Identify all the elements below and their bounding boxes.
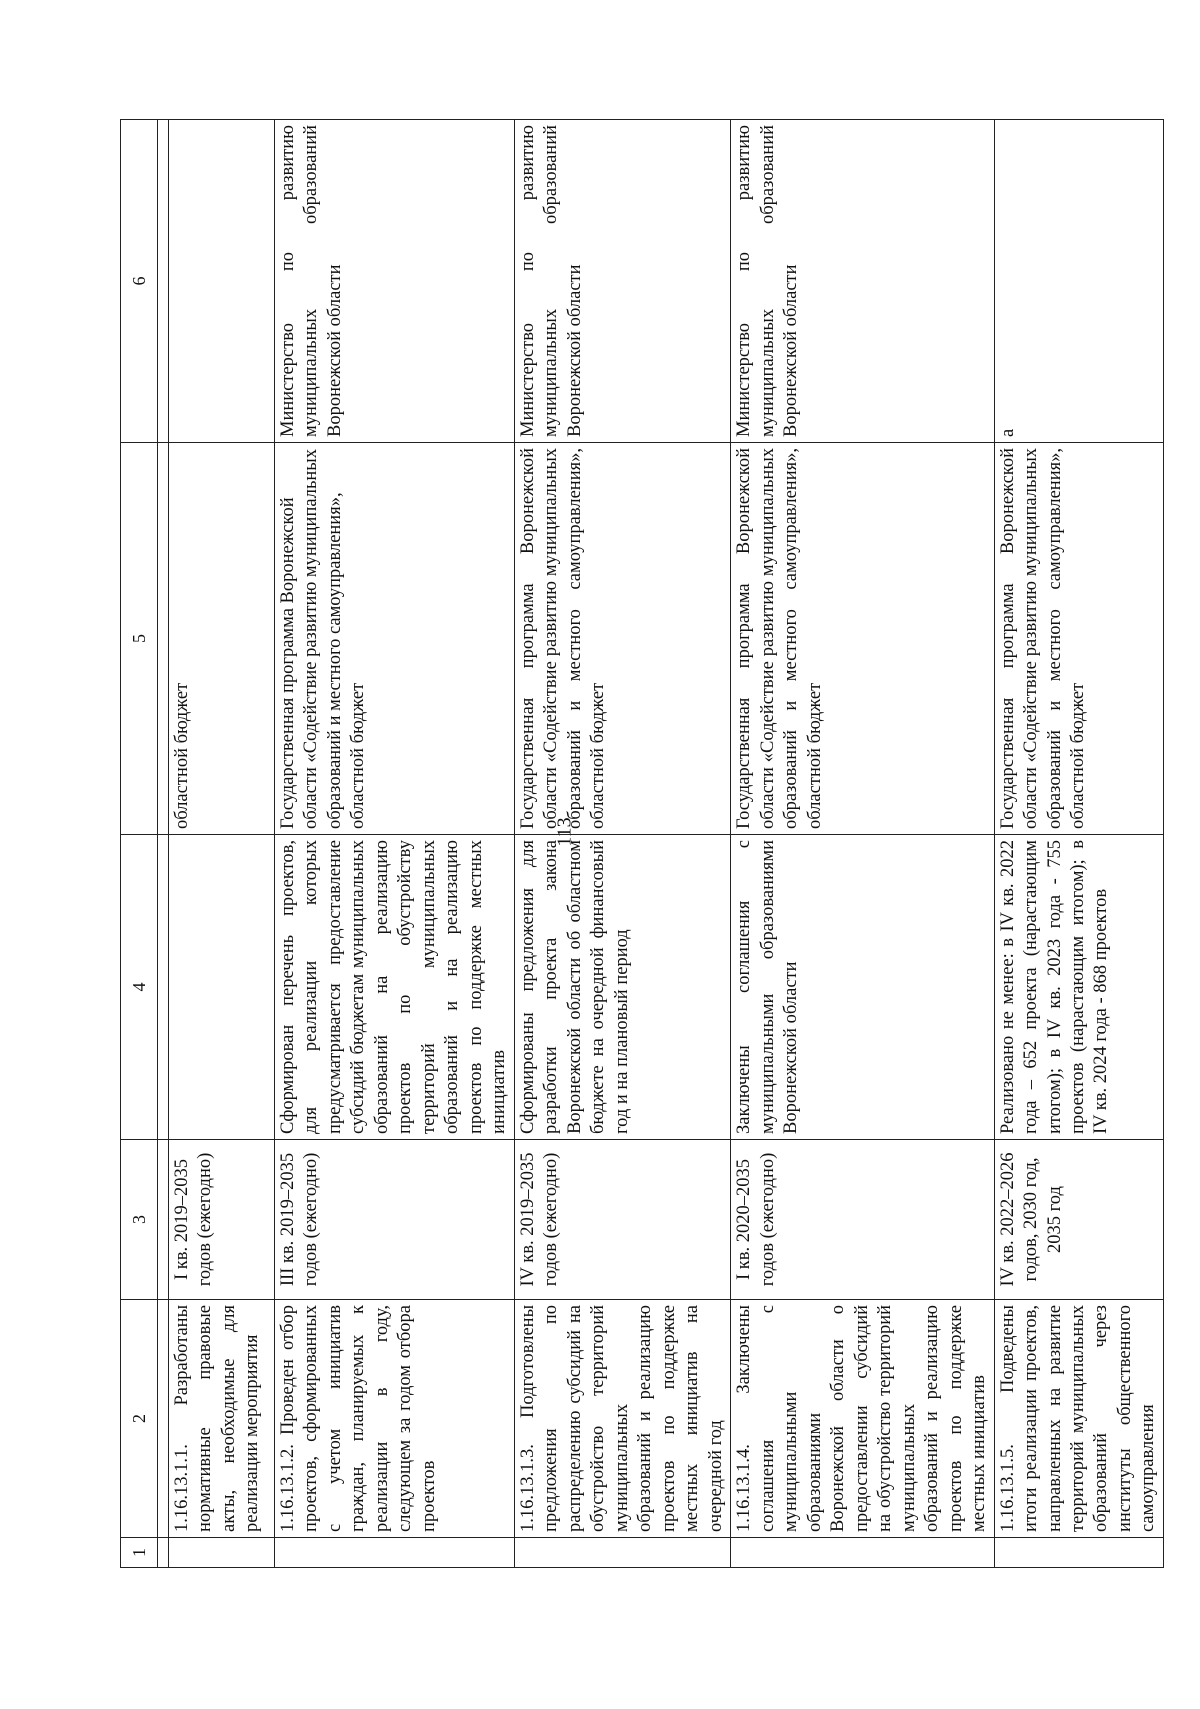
cell-result: Реализовано не менее: в IV кв. 2022 года – 652 проекта (нарастающим итогом); в IV кв. 2023 года - 755 проектов (нарастающим итогом); в IV кв. 2024 года - 868 проектов xyxy=(994,835,1163,1140)
cell-source: областной бюджет xyxy=(169,443,275,835)
cell-event: 1.16.13.1.2. Проведен отбор проектов, сформированных с учетом инициатив граждан, планируемых к реализации в году, следующем за годом отбора проектов xyxy=(275,1300,515,1538)
table-row xyxy=(994,120,1163,1568)
page-number: 113 xyxy=(553,817,576,847)
cell-num xyxy=(514,1538,730,1568)
cell-period: III кв. 2019–2035 годов (ежегодно) xyxy=(275,1140,515,1300)
cell-executor xyxy=(169,120,275,443)
cell-source: Государственная программа Воронежской области «Содействие развитию муниципальных образований и местного самоуправления», областной бюджет xyxy=(275,443,515,835)
header-cell: 4 xyxy=(121,835,158,1140)
table-header-row xyxy=(121,120,158,1568)
cell-period: IV кв. 2022–2026 годов, 2030 год, 2035 год xyxy=(994,1140,1163,1300)
cell-source: Государственная программа Воронежской области «Содействие развитию муниципальных образований и местного самоуправления», областной бюджет xyxy=(514,443,730,835)
cell-num xyxy=(731,1538,994,1568)
cell-executor: Министерство по развитию муниципальных образований Воронежской области xyxy=(275,120,515,443)
cell-result: Сформирован перечень проектов, для реализации которых предусматривается предоставление субсидий бюджетам муниципальных образований на реализацию проектов по обустройству территорий муниципальных образований и на реализацию проектов по поддержке местных инициатив xyxy=(275,835,515,1140)
header-cell: 6 xyxy=(121,120,158,443)
table-spacer-row xyxy=(158,120,169,1568)
cell-source: Государственная программа Воронежской области «Содействие развитию муниципальных образований и местного самоуправления», областной бюджет xyxy=(994,443,1163,835)
plan-table xyxy=(120,119,1164,1568)
header-cell: 3 xyxy=(121,1140,158,1300)
cell-event: 1.16.13.1.4. Заключены соглашения с муниципальными образованиями Воронежской области о предоставлении субсидий на обустройство территорий муниципальных образований и реализацию проектов по поддержке местных инициатив xyxy=(731,1300,994,1538)
cell-period: I кв. 2020–2035 годов (ежегодно) xyxy=(731,1140,994,1300)
cell-period: I кв. 2019–2035 годов (ежегодно) xyxy=(169,1140,275,1300)
cell-num xyxy=(169,1538,275,1568)
cell-result: Заключены соглашения с муниципальными образованиями Воронежской области xyxy=(731,835,994,1140)
cell-executor: Министерство по развитию муниципальных образований Воронежской области xyxy=(514,120,730,443)
cell-event: 1.16.13.1.3. Подготовлены предложения по распределению субсидий на обустройство территорий муниципальных образований и реализацию проектов по поддержке местных инициатив на очередной год xyxy=(514,1300,730,1538)
cell-result: Сформированы предложения для разработки проекта закона Воронежской области об областном бюджете на очередной финансовый год и на плановый период xyxy=(514,835,730,1140)
header-cell: 2 xyxy=(121,1300,158,1538)
cell-period: IV кв. 2019–2035 годов (ежегодно) xyxy=(514,1140,730,1300)
cell-event: 1.16.13.1.5. Подведены итоги реализации проектов, направленных на развитие территорий муниципальных образований через институты общественного самоуправления xyxy=(994,1300,1163,1538)
rotated-table-container xyxy=(120,120,1159,1568)
cell-num xyxy=(994,1538,1163,1568)
table-row xyxy=(169,120,275,1568)
header-cell: 1 xyxy=(121,1538,158,1568)
table-row xyxy=(731,120,994,1568)
cell-executor: а xyxy=(994,120,1163,443)
cell-executor: Министерство по развитию муниципальных образований Воронежской области xyxy=(731,120,994,443)
cell-result xyxy=(169,835,275,1140)
header-cell: 5 xyxy=(121,443,158,835)
cell-num xyxy=(275,1538,515,1568)
table-row xyxy=(514,120,730,1568)
cell-event: 1.16.13.1.1. Разработаны нормативные правовые акты, необходимые для реализации мероприятия xyxy=(169,1300,275,1538)
table-row xyxy=(275,120,515,1568)
cell-source: Государственная программа Воронежской области «Содействие развитию муниципальных образований и местного самоуправления», областной бюджет xyxy=(731,443,994,835)
